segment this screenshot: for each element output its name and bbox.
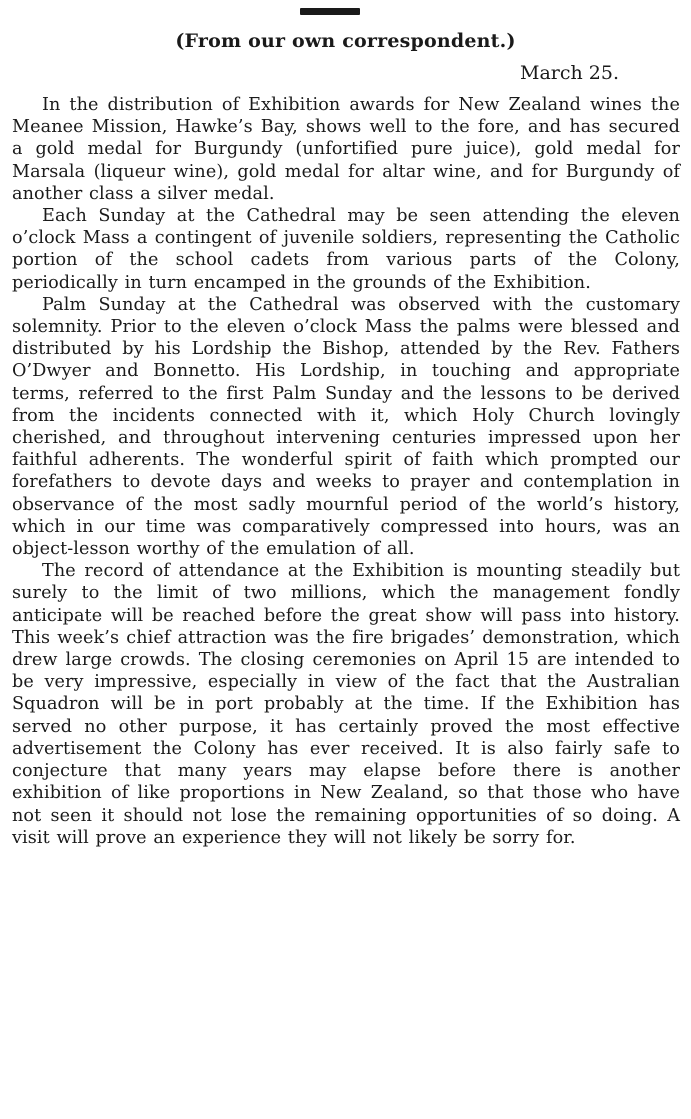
article-body (12, 94, 680, 849)
top-rule-divider (300, 8, 360, 15)
paragraph-exhibition-attendance: The record of attendance at the Exhibition is mounting steadily but surely to the limit of two millions, which the management fondly anticipate will be reached before the great show will pass into history. This week’s chief attraction was the fire brigades’ demonstration, which drew large crowds. The closing ceremonies on April 15 are intended to be very impressive, especially in view of the fact that the Australian Squadron will be in port probably at the time. If the Exhibition has served no other purpose, it has certainly proved the most effective advertisement the Colony has ever received. It is also fairly safe to conjecture that many years may elapse before there is another exhibition of like proportions in New Zealand, so that those who have not seen it should not lose the remaining opportunities of so doing. A visit will prove an experience they will not likely be sorry for. (12, 561, 680, 848)
article-date: March 25. (520, 62, 619, 84)
paragraph-palm-sunday: Palm Sunday at the Cathedral was observed with the customary solemnity. Prior to the eleven o’clock Mass the palms were blessed and distributed by his Lordship the Bishop, attended by the Rev. Fathers O’Dwyer and Bonnetto. His Lordship, in touching and appropriate terms, referred to the first Palm Sunday and the lessons to be derived from the incidents connected with it, which Holy Church lovingly cherished, and throughout intervening centuries impressed upon her faithful adherents. The wonderful spirit of faith which prompted our forefathers to devote days and weeks to prayer and contemplation in observance of the most sadly mournful period of the world’s history, which in our time was comparatively compressed into hours, was an object-lesson worthy of the emulation of all. (12, 294, 680, 560)
paragraph-wine-awards: In the distribution of Exhibition awards for New Zealand wines the Meanee Mission, Hawke’s Bay, shows well to the fore, and has secured a gold medal for Burgundy (unfortified pure juice), gold medal for Marsala (liqueur wine), gold medal for altar wine, and for Burgundy of another class a silver medal. (12, 95, 680, 204)
correspondent-byline: (From our own correspondent.) (175, 30, 516, 52)
paragraph-juvenile-soldiers: Each Sunday at the Cathedral may be seen attending the eleven o’clock Mass a contingent of juvenile soldiers, representing the Catholic portion of the school cadets from various parts of the Colony, periodically in turn encamped in the grounds of the Exhibition. (12, 206, 680, 293)
